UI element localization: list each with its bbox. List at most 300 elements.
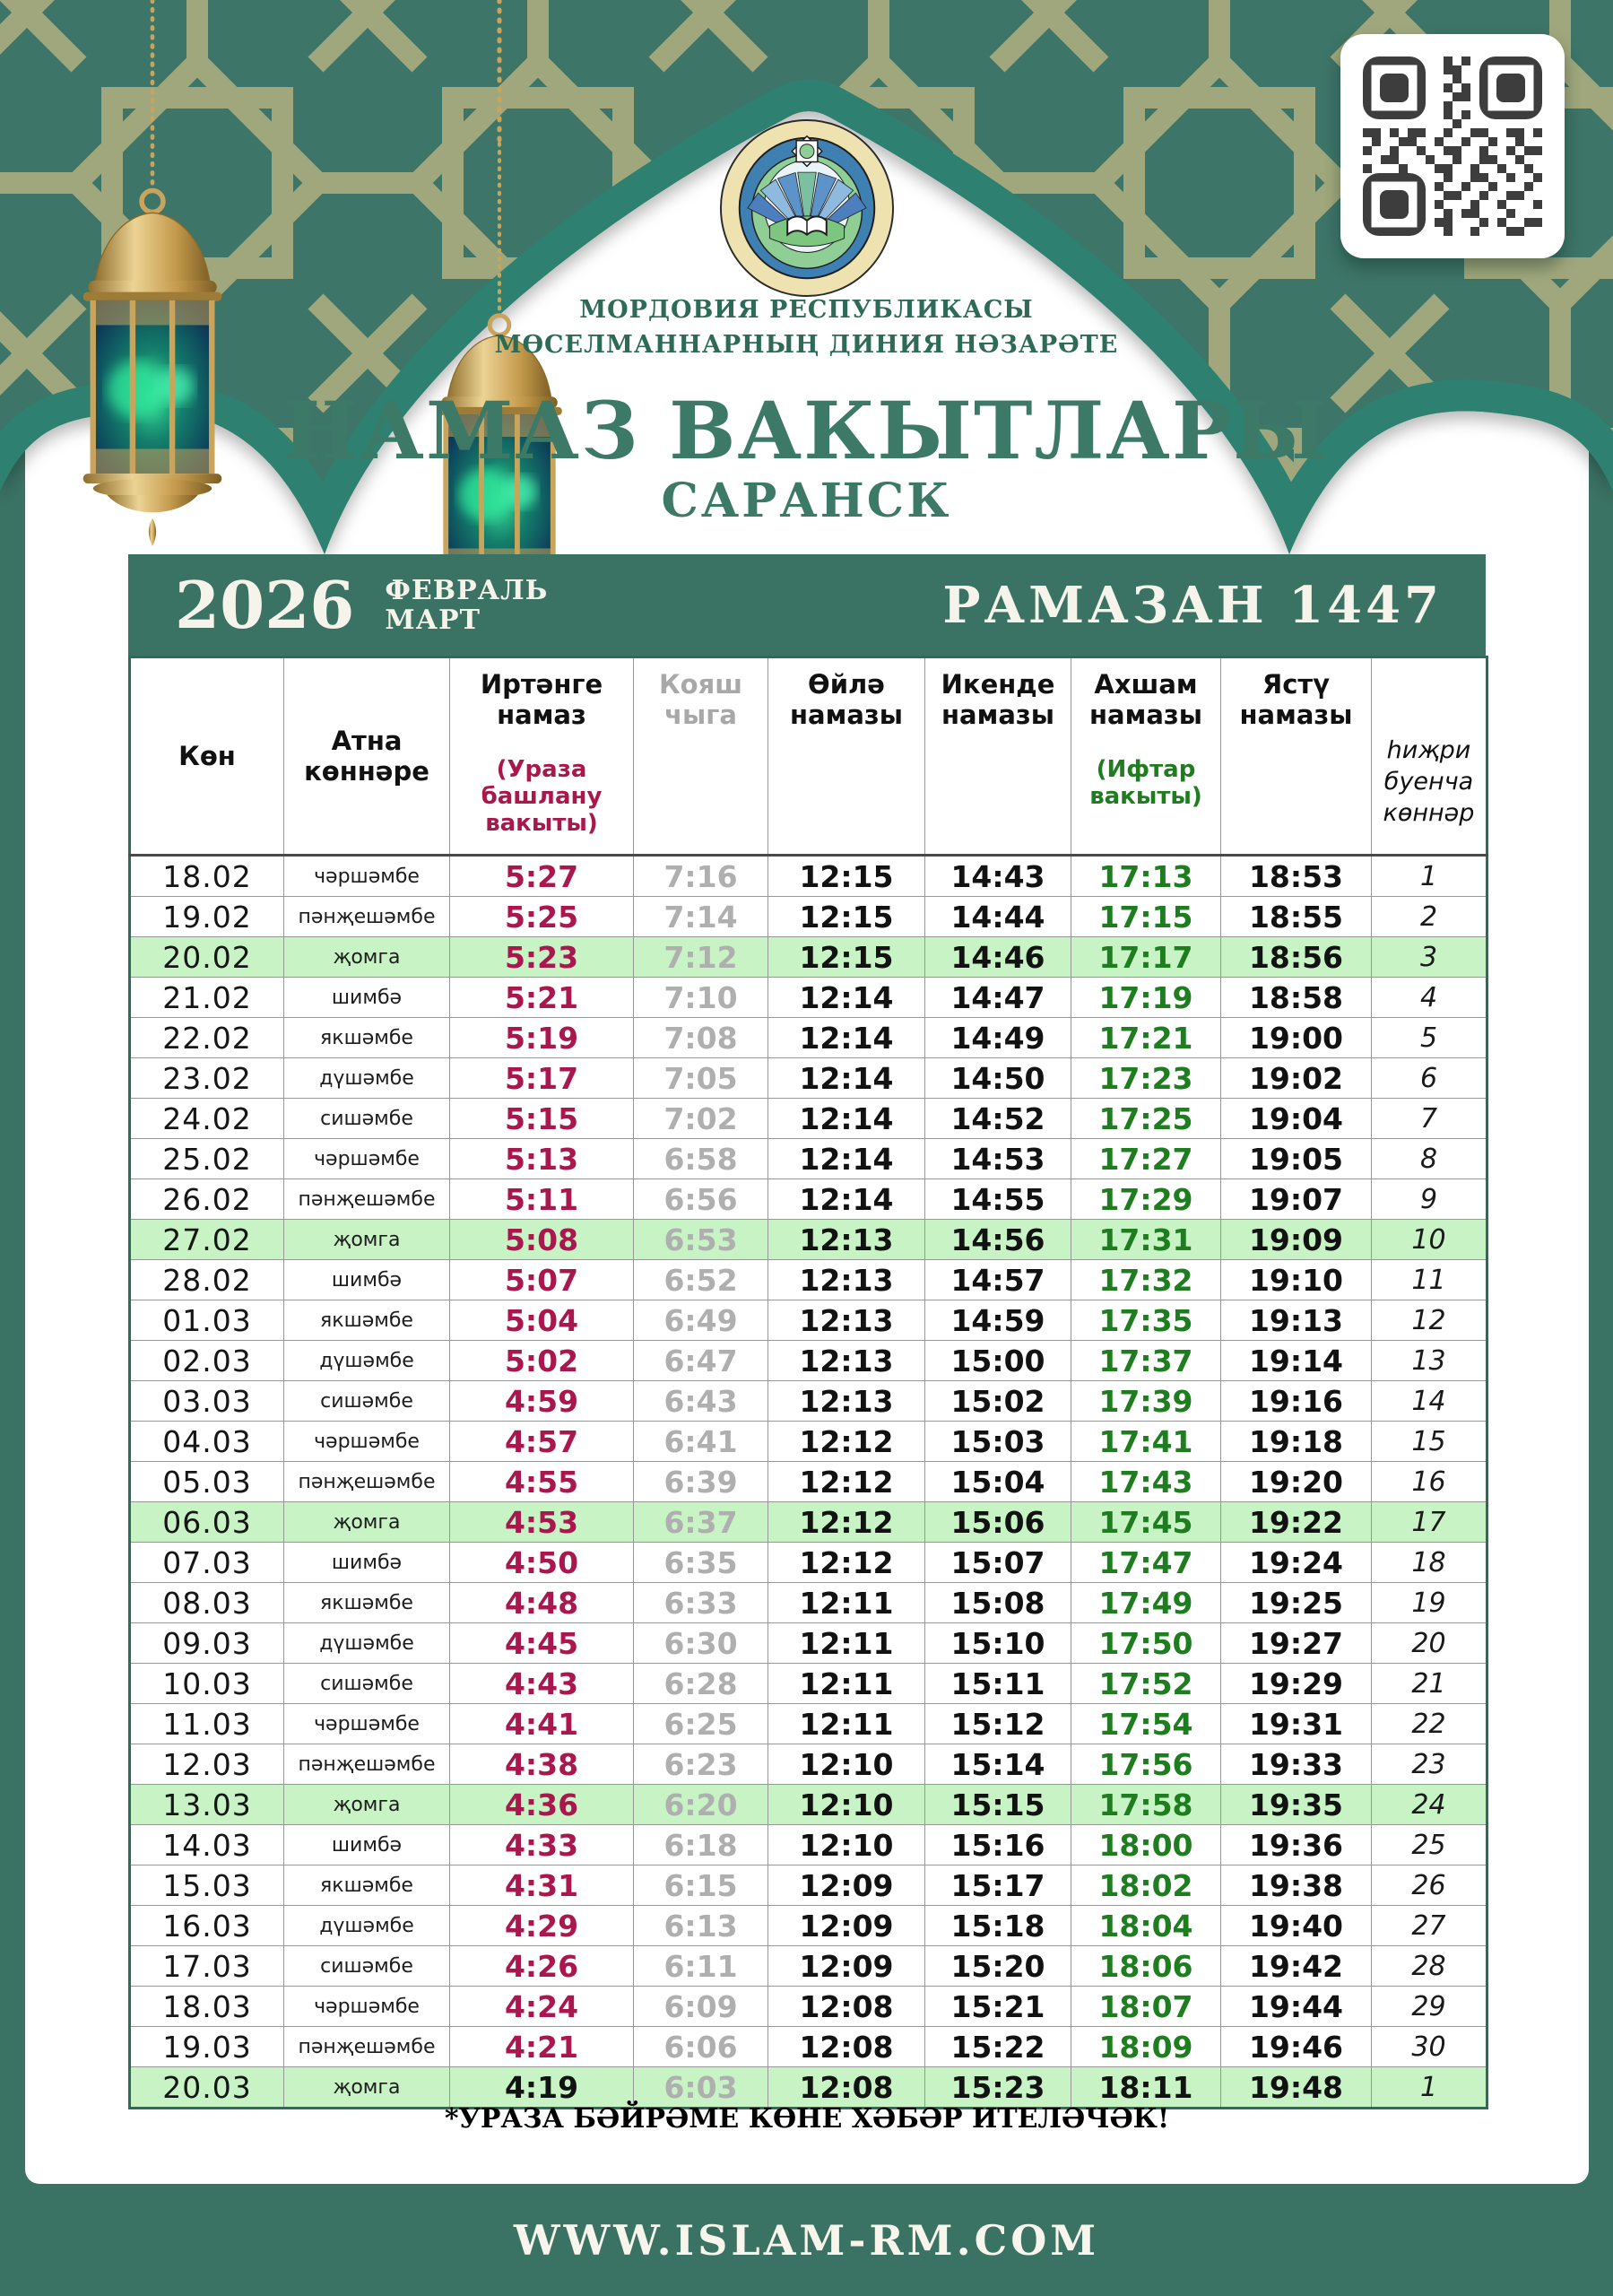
dhuhr-time-cell: 12:09 bbox=[768, 1906, 925, 1946]
hijri-day-cell: 17 bbox=[1372, 1502, 1487, 1543]
dhuhr-time-cell: 12:11 bbox=[768, 1623, 925, 1664]
sunrise-time-cell: 6:56 bbox=[634, 1179, 768, 1220]
maghrib-time-cell: 17:29 bbox=[1071, 1179, 1221, 1220]
fajr-time-cell: 5:07 bbox=[450, 1260, 634, 1300]
month2-label: МАРТ bbox=[385, 604, 481, 636]
date-cell: 02.03 bbox=[130, 1341, 284, 1381]
sunrise-time-cell: 6:43 bbox=[634, 1381, 768, 1422]
month1-label: ФЕВРАЛЬ bbox=[385, 574, 549, 606]
table-row bbox=[130, 1704, 1487, 1744]
maghrib-time-cell: 17:50 bbox=[1071, 1623, 1221, 1664]
weekday-cell: җомга bbox=[284, 2067, 450, 2109]
isha-time-cell: 19:40 bbox=[1221, 1906, 1372, 1946]
col-header-fajr: Иртәнге намаз (Ураза башлану вакыты) bbox=[450, 657, 634, 856]
date-cell: 15.03 bbox=[130, 1866, 284, 1906]
dhuhr-time-cell: 12:14 bbox=[768, 1058, 925, 1099]
asr-time-cell: 15:03 bbox=[925, 1422, 1071, 1462]
asr-time-cell: 15:14 bbox=[925, 1744, 1071, 1785]
weekday-cell: чәршәмбе bbox=[284, 1422, 450, 1462]
fajr-time-cell: 5:21 bbox=[450, 978, 634, 1018]
col-header-hijri: һиҗри буенча көннәр bbox=[1372, 657, 1487, 856]
isha-time-cell: 19:36 bbox=[1221, 1825, 1372, 1866]
maghrib-time-cell: 17:32 bbox=[1071, 1260, 1221, 1300]
weekday-cell: сишәмбе bbox=[284, 1664, 450, 1704]
dhuhr-time-cell: 12:15 bbox=[768, 897, 925, 937]
weekday-cell: якшәмбе bbox=[284, 1866, 450, 1906]
fajr-time-cell: 5:04 bbox=[450, 1300, 634, 1341]
year-label: 2026 bbox=[175, 567, 355, 643]
maghrib-time-cell: 17:13 bbox=[1071, 856, 1221, 897]
maghrib-time-cell: 17:56 bbox=[1071, 1744, 1221, 1785]
sunrise-time-cell: 6:53 bbox=[634, 1220, 768, 1260]
asr-time-cell: 14:56 bbox=[925, 1220, 1071, 1260]
months-label bbox=[385, 576, 548, 635]
weekday-cell: җомга bbox=[284, 1502, 450, 1543]
maghrib-time-cell: 18:07 bbox=[1071, 1987, 1221, 2027]
weekday-cell: шимбә bbox=[284, 978, 450, 1018]
fajr-time-cell: 4:29 bbox=[450, 1906, 634, 1946]
asr-time-cell: 15:18 bbox=[925, 1906, 1071, 1946]
table-row bbox=[130, 1462, 1487, 1502]
fajr-time-cell: 4:48 bbox=[450, 1583, 634, 1623]
hijri-day-cell: 25 bbox=[1372, 1825, 1487, 1866]
table-row bbox=[130, 1866, 1487, 1906]
date-cell: 11.03 bbox=[130, 1704, 284, 1744]
hijri-day-cell: 1 bbox=[1372, 2067, 1487, 2109]
weekday-cell: пәнҗешәмбе bbox=[284, 1179, 450, 1220]
sunrise-time-cell: 6:58 bbox=[634, 1139, 768, 1179]
weekday-cell: дүшәмбе bbox=[284, 1906, 450, 1946]
sunrise-time-cell: 6:41 bbox=[634, 1422, 768, 1462]
maghrib-time-cell: 17:35 bbox=[1071, 1300, 1221, 1341]
dhuhr-time-cell: 12:14 bbox=[768, 1018, 925, 1058]
maghrib-time-cell: 17:25 bbox=[1071, 1099, 1221, 1139]
dhuhr-time-cell: 12:12 bbox=[768, 1422, 925, 1462]
col-header-isha: Ястү намазы bbox=[1221, 657, 1372, 856]
asr-time-cell: 15:16 bbox=[925, 1825, 1071, 1866]
hijri-day-cell: 14 bbox=[1372, 1381, 1487, 1422]
asr-time-cell: 14:47 bbox=[925, 978, 1071, 1018]
maghrib-time-cell: 17:45 bbox=[1071, 1502, 1221, 1543]
date-cell: 25.02 bbox=[130, 1139, 284, 1179]
isha-time-cell: 19:20 bbox=[1221, 1462, 1372, 1502]
hijri-day-cell: 22 bbox=[1372, 1704, 1487, 1744]
weekday-cell: шимбә bbox=[284, 1825, 450, 1866]
asr-time-cell: 14:46 bbox=[925, 937, 1071, 978]
hijri-day-cell: 4 bbox=[1372, 978, 1487, 1018]
isha-time-cell: 19:00 bbox=[1221, 1018, 1372, 1058]
table-row bbox=[130, 1260, 1487, 1300]
period-bar bbox=[128, 554, 1486, 656]
hijri-day-cell: 9 bbox=[1372, 1179, 1487, 1220]
isha-time-cell: 19:22 bbox=[1221, 1502, 1372, 1543]
sunrise-time-cell: 7:10 bbox=[634, 978, 768, 1018]
col-header-weekday: Атна көннәре bbox=[284, 657, 450, 856]
sunrise-time-cell: 7:05 bbox=[634, 1058, 768, 1099]
isha-time-cell: 19:27 bbox=[1221, 1623, 1372, 1664]
asr-time-cell: 15:07 bbox=[925, 1543, 1071, 1583]
weekday-cell: якшәмбе bbox=[284, 1583, 450, 1623]
weekday-cell: пәнҗешәмбе bbox=[284, 1462, 450, 1502]
date-cell: 10.03 bbox=[130, 1664, 284, 1704]
col-header-asr: Икенде намазы bbox=[925, 657, 1071, 856]
weekday-cell: чәршәмбе bbox=[284, 1987, 450, 2027]
fajr-time-cell: 4:55 bbox=[450, 1462, 634, 1502]
isha-time-cell: 19:10 bbox=[1221, 1260, 1372, 1300]
isha-time-cell: 19:02 bbox=[1221, 1058, 1372, 1099]
table-row bbox=[130, 1018, 1487, 1058]
maghrib-time-cell: 17:17 bbox=[1071, 937, 1221, 978]
hijri-day-cell: 15 bbox=[1372, 1422, 1487, 1462]
asr-time-cell: 15:11 bbox=[925, 1664, 1071, 1704]
date-cell: 26.02 bbox=[130, 1179, 284, 1220]
date-cell: 08.03 bbox=[130, 1583, 284, 1623]
table-row bbox=[130, 1139, 1487, 1179]
organization-emblem-icon bbox=[718, 119, 896, 297]
date-cell: 21.02 bbox=[130, 978, 284, 1018]
hijri-day-cell: 18 bbox=[1372, 1543, 1487, 1583]
asr-time-cell: 15:02 bbox=[925, 1381, 1071, 1422]
dhuhr-time-cell: 12:12 bbox=[768, 1502, 925, 1543]
hijri-month-label: РАМАЗАН 1447 bbox=[942, 575, 1443, 635]
fajr-time-cell: 5:27 bbox=[450, 856, 634, 897]
table-row bbox=[130, 1543, 1487, 1583]
sunrise-time-cell: 6:52 bbox=[634, 1260, 768, 1300]
isha-time-cell: 19:18 bbox=[1221, 1422, 1372, 1462]
asr-time-cell: 14:55 bbox=[925, 1179, 1071, 1220]
hijri-day-cell: 5 bbox=[1372, 1018, 1487, 1058]
hijri-day-cell: 6 bbox=[1372, 1058, 1487, 1099]
isha-time-cell: 19:44 bbox=[1221, 1987, 1372, 2027]
date-cell: 20.03 bbox=[130, 2067, 284, 2109]
table-row bbox=[130, 1785, 1487, 1825]
dhuhr-time-cell: 12:09 bbox=[768, 1866, 925, 1906]
maghrib-time-cell: 18:02 bbox=[1071, 1866, 1221, 1906]
asr-time-cell: 14:43 bbox=[925, 856, 1071, 897]
hijri-day-cell: 24 bbox=[1372, 1785, 1487, 1825]
header-row bbox=[130, 657, 1487, 856]
date-cell: 01.03 bbox=[130, 1300, 284, 1341]
dhuhr-time-cell: 12:11 bbox=[768, 1664, 925, 1704]
qr-code bbox=[1340, 34, 1565, 258]
dhuhr-time-cell: 12:10 bbox=[768, 1785, 925, 1825]
weekday-cell: якшәмбе bbox=[284, 1300, 450, 1341]
sunrise-time-cell: 6:13 bbox=[634, 1906, 768, 1946]
asr-time-cell: 14:59 bbox=[925, 1300, 1071, 1341]
fajr-time-cell: 5:25 bbox=[450, 897, 634, 937]
isha-time-cell: 19:07 bbox=[1221, 1179, 1372, 1220]
dhuhr-time-cell: 12:11 bbox=[768, 1583, 925, 1623]
hijri-day-cell: 3 bbox=[1372, 937, 1487, 978]
isha-time-cell: 18:55 bbox=[1221, 897, 1372, 937]
table-row bbox=[130, 1946, 1487, 1987]
isha-time-cell: 19:25 bbox=[1221, 1583, 1372, 1623]
hijri-day-cell: 1 bbox=[1372, 856, 1487, 897]
table-row bbox=[130, 1583, 1487, 1623]
dhuhr-time-cell: 12:13 bbox=[768, 1300, 925, 1341]
asr-time-cell: 15:12 bbox=[925, 1704, 1071, 1744]
date-cell: 14.03 bbox=[130, 1825, 284, 1866]
table-row bbox=[130, 1300, 1487, 1341]
dhuhr-time-cell: 12:12 bbox=[768, 1543, 925, 1583]
sunrise-time-cell: 6:15 bbox=[634, 1866, 768, 1906]
fajr-time-cell: 4:24 bbox=[450, 1987, 634, 2027]
asr-time-cell: 15:17 bbox=[925, 1866, 1071, 1906]
table-row bbox=[130, 1623, 1487, 1664]
weekday-cell: дүшәмбе bbox=[284, 1623, 450, 1664]
isha-time-cell: 18:56 bbox=[1221, 937, 1372, 978]
sunrise-time-cell: 6:18 bbox=[634, 1825, 768, 1866]
hijri-day-cell: 2 bbox=[1372, 897, 1487, 937]
asr-time-cell: 15:20 bbox=[925, 1946, 1071, 1987]
date-cell: 07.03 bbox=[130, 1543, 284, 1583]
footer-bar bbox=[0, 2184, 1613, 2296]
date-cell: 23.02 bbox=[130, 1058, 284, 1099]
sunrise-time-cell: 7:02 bbox=[634, 1099, 768, 1139]
maghrib-time-cell: 17:54 bbox=[1071, 1704, 1221, 1744]
dhuhr-time-cell: 12:12 bbox=[768, 1462, 925, 1502]
star-icon bbox=[792, 136, 822, 167]
dhuhr-time-cell: 12:10 bbox=[768, 1825, 925, 1866]
sunrise-time-cell: 6:03 bbox=[634, 2067, 768, 2109]
sunrise-time-cell: 6:11 bbox=[634, 1946, 768, 1987]
date-cell: 12.03 bbox=[130, 1744, 284, 1785]
maghrib-time-cell: 18:00 bbox=[1071, 1825, 1221, 1866]
hijri-day-cell: 23 bbox=[1372, 1744, 1487, 1785]
maghrib-time-cell: 18:06 bbox=[1071, 1946, 1221, 1987]
sunrise-time-cell: 6:20 bbox=[634, 1785, 768, 1825]
sunrise-time-cell: 6:33 bbox=[634, 1583, 768, 1623]
timetable-body bbox=[130, 856, 1487, 2109]
hijri-day-cell: 11 bbox=[1372, 1260, 1487, 1300]
maghrib-time-cell: 17:37 bbox=[1071, 1341, 1221, 1381]
date-cell: 19.03 bbox=[130, 2027, 284, 2067]
isha-time-cell: 19:46 bbox=[1221, 2027, 1372, 2067]
dhuhr-time-cell: 12:13 bbox=[768, 1341, 925, 1381]
table-row bbox=[130, 856, 1487, 897]
weekday-cell: сишәмбе bbox=[284, 1946, 450, 1987]
maghrib-time-cell: 17:15 bbox=[1071, 897, 1221, 937]
table-row bbox=[130, 1906, 1487, 1946]
weekday-cell: чәршәмбе bbox=[284, 1139, 450, 1179]
table-row bbox=[130, 937, 1487, 978]
fajr-time-cell: 4:36 bbox=[450, 1785, 634, 1825]
organization-line1: МОРДОВИЯ РЕСПУБЛИКАСЫ bbox=[579, 296, 1034, 324]
table-row bbox=[130, 2027, 1487, 2067]
sunrise-time-cell: 6:06 bbox=[634, 2027, 768, 2067]
table-row bbox=[130, 1058, 1487, 1099]
fajr-time-cell: 4:38 bbox=[450, 1744, 634, 1785]
maghrib-time-cell: 17:58 bbox=[1071, 1785, 1221, 1825]
table-row bbox=[130, 897, 1487, 937]
table-row bbox=[130, 1422, 1487, 1462]
sunrise-time-cell: 6:25 bbox=[634, 1704, 768, 1744]
fajr-time-cell: 5:11 bbox=[450, 1179, 634, 1220]
sunrise-time-cell: 6:30 bbox=[634, 1623, 768, 1664]
asr-time-cell: 14:57 bbox=[925, 1260, 1071, 1300]
hijri-day-cell: 12 bbox=[1372, 1300, 1487, 1341]
sunrise-time-cell: 6:39 bbox=[634, 1462, 768, 1502]
maghrib-time-cell: 18:09 bbox=[1071, 2027, 1221, 2067]
fajr-time-cell: 4:33 bbox=[450, 1825, 634, 1866]
weekday-cell: чәршәмбе bbox=[284, 856, 450, 897]
asr-time-cell: 14:53 bbox=[925, 1139, 1071, 1179]
dhuhr-time-cell: 12:14 bbox=[768, 1139, 925, 1179]
weekday-cell: дүшәмбе bbox=[284, 1058, 450, 1099]
dhuhr-time-cell: 12:09 bbox=[768, 1946, 925, 1987]
hijri-day-cell: 29 bbox=[1372, 1987, 1487, 2027]
weekday-cell: пәнҗешәмбе bbox=[284, 2027, 450, 2067]
asr-time-cell: 14:52 bbox=[925, 1099, 1071, 1139]
fajr-time-cell: 4:53 bbox=[450, 1502, 634, 1543]
sunrise-time-cell: 7:16 bbox=[634, 856, 768, 897]
asr-time-cell: 15:23 bbox=[925, 2067, 1071, 2109]
isha-time-cell: 19:09 bbox=[1221, 1220, 1372, 1260]
asr-time-cell: 15:06 bbox=[925, 1502, 1071, 1543]
date-cell: 18.03 bbox=[130, 1987, 284, 2027]
hijri-day-cell: 21 bbox=[1372, 1664, 1487, 1704]
date-cell: 05.03 bbox=[130, 1462, 284, 1502]
col-header-dhuhr: Өйлә намазы bbox=[768, 657, 925, 856]
isha-time-cell: 19:05 bbox=[1221, 1139, 1372, 1179]
date-cell: 19.02 bbox=[130, 897, 284, 937]
date-cell: 04.03 bbox=[130, 1422, 284, 1462]
weekday-cell: сишәмбе bbox=[284, 1099, 450, 1139]
dhuhr-time-cell: 12:10 bbox=[768, 1744, 925, 1785]
isha-time-cell: 19:24 bbox=[1221, 1543, 1372, 1583]
fajr-time-cell: 5:15 bbox=[450, 1099, 634, 1139]
asr-time-cell: 15:10 bbox=[925, 1623, 1071, 1664]
fajr-time-cell: 5:19 bbox=[450, 1018, 634, 1058]
col-header-maghrib: Ахшам намазы (Ифтар вакыты) bbox=[1071, 657, 1221, 856]
sunrise-time-cell: 7:12 bbox=[634, 937, 768, 978]
isha-time-cell: 19:33 bbox=[1221, 1744, 1372, 1785]
sunrise-time-cell: 6:35 bbox=[634, 1543, 768, 1583]
sunrise-time-cell: 7:14 bbox=[634, 897, 768, 937]
hijri-day-cell: 13 bbox=[1372, 1341, 1487, 1381]
col-header-sunrise: Кояш чыга bbox=[634, 657, 768, 856]
fajr-time-cell: 4:50 bbox=[450, 1543, 634, 1583]
isha-time-cell: 19:29 bbox=[1221, 1664, 1372, 1704]
dhuhr-time-cell: 12:08 bbox=[768, 2067, 925, 2109]
hijri-day-cell: 8 bbox=[1372, 1139, 1487, 1179]
asr-time-cell: 14:50 bbox=[925, 1058, 1071, 1099]
table-row bbox=[130, 1179, 1487, 1220]
dhuhr-time-cell: 12:14 bbox=[768, 1179, 925, 1220]
weekday-cell: пәнҗешәмбе bbox=[284, 1744, 450, 1785]
maghrib-time-cell: 17:23 bbox=[1071, 1058, 1221, 1099]
date-cell: 17.03 bbox=[130, 1946, 284, 1987]
maghrib-time-cell: 17:47 bbox=[1071, 1543, 1221, 1583]
maghrib-time-cell: 17:43 bbox=[1071, 1462, 1221, 1502]
maghrib-time-cell: 17:49 bbox=[1071, 1583, 1221, 1623]
fajr-time-cell: 5:23 bbox=[450, 937, 634, 978]
asr-time-cell: 15:00 bbox=[925, 1341, 1071, 1381]
weekday-cell: дүшәмбе bbox=[284, 1341, 450, 1381]
table-row bbox=[130, 1744, 1487, 1785]
maghrib-time-cell: 17:39 bbox=[1071, 1381, 1221, 1422]
isha-time-cell: 19:31 bbox=[1221, 1704, 1372, 1744]
date-cell: 22.02 bbox=[130, 1018, 284, 1058]
sunrise-time-cell: 7:08 bbox=[634, 1018, 768, 1058]
table-row bbox=[130, 1099, 1487, 1139]
isha-time-cell: 19:48 bbox=[1221, 2067, 1372, 2109]
weekday-cell: шимбә bbox=[284, 1260, 450, 1300]
maghrib-time-cell: 17:41 bbox=[1071, 1422, 1221, 1462]
fajr-time-cell: 5:13 bbox=[450, 1139, 634, 1179]
fajr-time-cell: 4:59 bbox=[450, 1381, 634, 1422]
fajr-time-cell: 5:08 bbox=[450, 1220, 634, 1260]
sunrise-time-cell: 6:47 bbox=[634, 1341, 768, 1381]
maghrib-time-cell: 17:31 bbox=[1071, 1220, 1221, 1260]
weekday-cell: җомга bbox=[284, 937, 450, 978]
maghrib-time-cell: 17:27 bbox=[1071, 1139, 1221, 1179]
isha-time-cell: 19:42 bbox=[1221, 1946, 1372, 1987]
date-cell: 24.02 bbox=[130, 1099, 284, 1139]
date-cell: 16.03 bbox=[130, 1906, 284, 1946]
table-row bbox=[130, 978, 1487, 1018]
isha-time-cell: 19:16 bbox=[1221, 1381, 1372, 1422]
hijri-day-cell: 19 bbox=[1372, 1583, 1487, 1623]
table-row bbox=[130, 1664, 1487, 1704]
isha-time-cell: 19:38 bbox=[1221, 1866, 1372, 1906]
dhuhr-time-cell: 12:13 bbox=[768, 1260, 925, 1300]
dhuhr-time-cell: 12:13 bbox=[768, 1381, 925, 1422]
hijri-day-cell: 16 bbox=[1372, 1462, 1487, 1502]
dhuhr-time-cell: 12:14 bbox=[768, 1099, 925, 1139]
weekday-cell: пәнҗешәмбе bbox=[284, 897, 450, 937]
date-cell: 28.02 bbox=[130, 1260, 284, 1300]
organization-name bbox=[0, 292, 1613, 362]
date-cell: 13.03 bbox=[130, 1785, 284, 1825]
asr-time-cell: 15:22 bbox=[925, 2027, 1071, 2067]
maghrib-time-cell: 17:21 bbox=[1071, 1018, 1221, 1058]
hijri-day-cell: 30 bbox=[1372, 2027, 1487, 2067]
dhuhr-time-cell: 12:13 bbox=[768, 1220, 925, 1260]
table-row bbox=[130, 1220, 1487, 1260]
dhuhr-time-cell: 12:11 bbox=[768, 1704, 925, 1744]
isha-time-cell: 19:13 bbox=[1221, 1300, 1372, 1341]
date-cell: 18.02 bbox=[130, 856, 284, 897]
date-cell: 27.02 bbox=[130, 1220, 284, 1260]
dhuhr-time-cell: 12:15 bbox=[768, 937, 925, 978]
dhuhr-time-cell: 12:08 bbox=[768, 1987, 925, 2027]
maghrib-time-cell: 17:52 bbox=[1071, 1664, 1221, 1704]
sunrise-time-cell: 6:23 bbox=[634, 1744, 768, 1785]
sunrise-time-cell: 6:37 bbox=[634, 1502, 768, 1543]
maghrib-time-cell: 17:19 bbox=[1071, 978, 1221, 1018]
fajr-time-cell: 5:02 bbox=[450, 1341, 634, 1381]
isha-time-cell: 18:53 bbox=[1221, 856, 1372, 897]
date-cell: 09.03 bbox=[130, 1623, 284, 1664]
hijri-day-cell: 20 bbox=[1372, 1623, 1487, 1664]
fajr-time-cell: 4:31 bbox=[450, 1866, 634, 1906]
maghrib-time-cell: 18:11 bbox=[1071, 2067, 1221, 2109]
sunrise-time-cell: 6:28 bbox=[634, 1664, 768, 1704]
sunrise-time-cell: 6:09 bbox=[634, 1987, 768, 2027]
organization-line2: МӨСЕЛМАННАРНЫҢ ДИНИЯ НӘЗАРӘТЕ bbox=[494, 331, 1119, 360]
isha-time-cell: 19:35 bbox=[1221, 1785, 1372, 1825]
fajr-time-cell: 5:17 bbox=[450, 1058, 634, 1099]
table-row bbox=[130, 1825, 1487, 1866]
table-row bbox=[130, 1381, 1487, 1422]
fajr-time-cell: 4:19 bbox=[450, 2067, 634, 2109]
hijri-day-cell: 26 bbox=[1372, 1866, 1487, 1906]
isha-time-cell: 18:58 bbox=[1221, 978, 1372, 1018]
table-row bbox=[130, 2067, 1487, 2109]
weekday-cell: якшәмбе bbox=[284, 1018, 450, 1058]
city-subtitle: САРАНСК bbox=[661, 474, 952, 528]
